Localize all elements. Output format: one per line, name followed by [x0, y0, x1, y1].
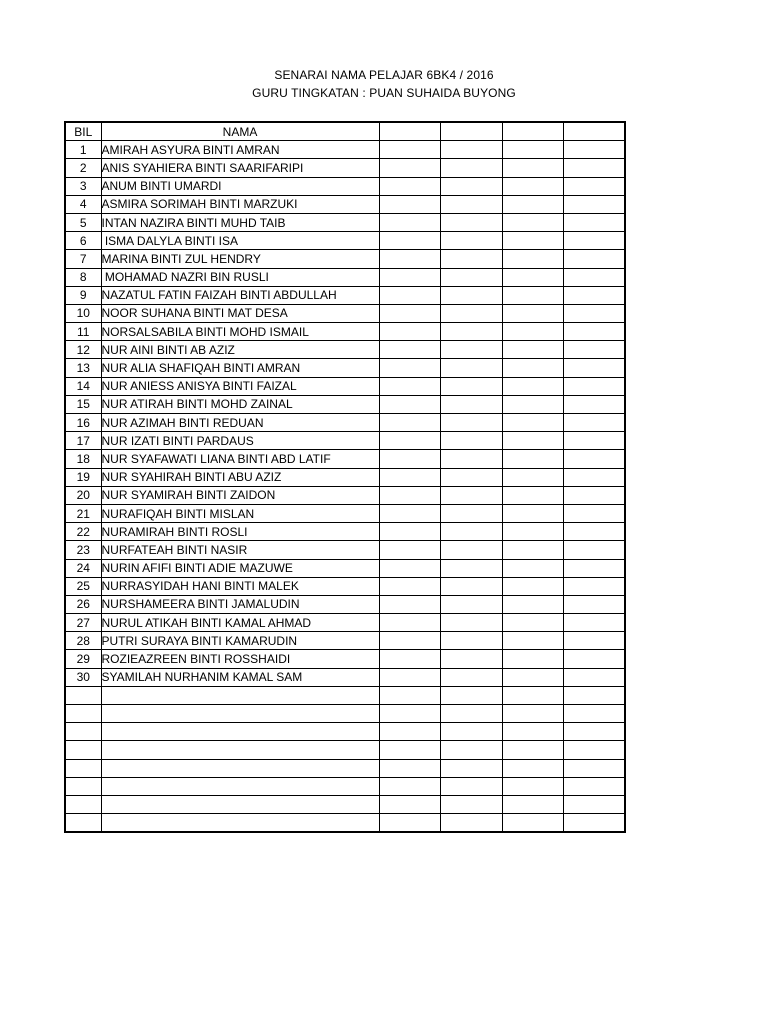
table-row	[65, 486, 625, 504]
table-row	[65, 595, 625, 613]
blank-cell	[564, 213, 626, 231]
student-name: NURAFIQAH BINTI MISLAN	[101, 504, 379, 522]
blank-cell	[502, 232, 564, 250]
blank-cell	[564, 723, 626, 741]
blank-cell	[441, 814, 503, 833]
row-number	[65, 795, 101, 813]
row-number: 11	[65, 323, 101, 341]
blank-cell	[379, 577, 441, 595]
student-name: NAZATUL FATIN FAIZAH BINTI ABDULLAH	[101, 286, 379, 304]
row-number: 10	[65, 304, 101, 322]
blank-cell	[379, 395, 441, 413]
table-row	[65, 268, 625, 286]
blank-cell	[379, 159, 441, 177]
blank-cell	[441, 250, 503, 268]
blank-cell	[564, 795, 626, 813]
blank-cell	[564, 159, 626, 177]
table-row	[65, 777, 625, 795]
row-number: 15	[65, 395, 101, 413]
blank-cell	[502, 486, 564, 504]
student-name: MARINA BINTI ZUL HENDRY	[101, 250, 379, 268]
student-name: MOHAMAD NAZRI BIN RUSLI	[101, 268, 379, 286]
blank-cell	[379, 723, 441, 741]
table-row	[65, 795, 625, 813]
blank-cell	[564, 668, 626, 686]
blank-cell	[441, 159, 503, 177]
blank-cell	[441, 668, 503, 686]
row-number	[65, 723, 101, 741]
blank-cell	[564, 250, 626, 268]
blank-cell	[379, 650, 441, 668]
blank-cell	[564, 686, 626, 704]
blank-cell	[379, 450, 441, 468]
class-teacher-line: GURU TINGKATAN : PUAN SUHAIDA BUYONG	[252, 86, 516, 100]
blank-cell	[441, 377, 503, 395]
row-number	[65, 705, 101, 723]
blank-cell	[441, 395, 503, 413]
blank-cell	[502, 395, 564, 413]
blank-cell	[502, 432, 564, 450]
student-name: NURRASYIDAH HANI BINTI MALEK	[101, 577, 379, 595]
table-row	[65, 632, 625, 650]
row-number: 24	[65, 559, 101, 577]
blank-cell	[564, 195, 626, 213]
table-row	[65, 141, 625, 159]
blank-cell	[502, 705, 564, 723]
table-row	[65, 432, 625, 450]
blank-cell	[379, 432, 441, 450]
blank-cell	[502, 341, 564, 359]
blank-cell	[379, 705, 441, 723]
blank-cell	[441, 341, 503, 359]
blank-cell	[379, 595, 441, 613]
blank-cell	[441, 213, 503, 231]
student-name: NURIN AFIFI BINTI ADIE MAZUWE	[101, 559, 379, 577]
column-header-blank	[564, 122, 626, 141]
table-row	[65, 468, 625, 486]
student-name: ASMIRA SORIMAH BINTI MARZUKI	[101, 195, 379, 213]
row-number: 5	[65, 213, 101, 231]
row-number: 28	[65, 632, 101, 650]
blank-cell	[379, 177, 441, 195]
table-header-row	[65, 122, 625, 141]
blank-cell	[564, 741, 626, 759]
row-number: 18	[65, 450, 101, 468]
blank-cell	[564, 595, 626, 613]
blank-cell	[502, 595, 564, 613]
row-number: 3	[65, 177, 101, 195]
blank-cell	[502, 450, 564, 468]
row-number	[65, 686, 101, 704]
blank-cell	[502, 795, 564, 813]
blank-cell	[564, 323, 626, 341]
student-name	[101, 723, 379, 741]
blank-cell	[441, 232, 503, 250]
blank-cell	[441, 286, 503, 304]
blank-cell	[441, 632, 503, 650]
student-name	[101, 814, 379, 833]
student-name: NUR SYAMIRAH BINTI ZAIDON	[101, 486, 379, 504]
blank-cell	[564, 468, 626, 486]
table-row	[65, 377, 625, 395]
student-list-table	[64, 121, 626, 833]
blank-cell	[502, 668, 564, 686]
blank-cell	[502, 504, 564, 522]
row-number: 26	[65, 595, 101, 613]
blank-cell	[379, 541, 441, 559]
blank-cell	[564, 559, 626, 577]
blank-cell	[441, 559, 503, 577]
blank-cell	[564, 432, 626, 450]
blank-cell	[502, 323, 564, 341]
student-name: NURAMIRAH BINTI ROSLI	[101, 523, 379, 541]
column-header-blank	[379, 122, 441, 141]
blank-cell	[379, 632, 441, 650]
blank-cell	[564, 523, 626, 541]
table-row	[65, 395, 625, 413]
blank-cell	[379, 323, 441, 341]
table-row	[65, 304, 625, 322]
blank-cell	[441, 741, 503, 759]
row-number: 13	[65, 359, 101, 377]
blank-cell	[564, 614, 626, 632]
blank-cell	[379, 304, 441, 322]
row-number: 14	[65, 377, 101, 395]
blank-cell	[379, 377, 441, 395]
blank-cell	[564, 814, 626, 833]
student-name: NUR AZIMAH BINTI REDUAN	[101, 414, 379, 432]
blank-cell	[564, 232, 626, 250]
student-name: NUR ATIRAH BINTI MOHD ZAINAL	[101, 395, 379, 413]
blank-cell	[564, 486, 626, 504]
table-row	[65, 686, 625, 704]
blank-cell	[379, 250, 441, 268]
blank-cell	[441, 432, 503, 450]
blank-cell	[441, 795, 503, 813]
row-number: 20	[65, 486, 101, 504]
blank-cell	[379, 195, 441, 213]
student-name	[101, 759, 379, 777]
student-name	[101, 686, 379, 704]
blank-cell	[502, 559, 564, 577]
row-number: 23	[65, 541, 101, 559]
blank-cell	[564, 377, 626, 395]
blank-cell	[502, 650, 564, 668]
blank-cell	[564, 541, 626, 559]
blank-cell	[564, 341, 626, 359]
blank-cell	[502, 286, 564, 304]
row-number	[65, 741, 101, 759]
blank-cell	[564, 504, 626, 522]
row-number: 2	[65, 159, 101, 177]
blank-cell	[379, 414, 441, 432]
table-body	[65, 141, 625, 833]
table-row	[65, 559, 625, 577]
blank-cell	[379, 686, 441, 704]
blank-cell	[441, 414, 503, 432]
blank-cell	[564, 650, 626, 668]
blank-cell	[502, 268, 564, 286]
table-row	[65, 705, 625, 723]
blank-cell	[379, 523, 441, 541]
blank-cell	[441, 486, 503, 504]
blank-cell	[564, 777, 626, 795]
row-number: 16	[65, 414, 101, 432]
blank-cell	[379, 559, 441, 577]
student-name: SYAMILAH NURHANIM KAMAL SAM	[101, 668, 379, 686]
student-name: ISMA DALYLA BINTI ISA	[101, 232, 379, 250]
table-row	[65, 286, 625, 304]
table-row	[65, 523, 625, 541]
column-header-blank	[502, 122, 564, 141]
blank-cell	[564, 304, 626, 322]
table-row	[65, 759, 625, 777]
blank-cell	[502, 159, 564, 177]
student-name: ANUM BINTI UMARDI	[101, 177, 379, 195]
blank-cell	[564, 359, 626, 377]
blank-cell	[502, 377, 564, 395]
blank-cell	[441, 541, 503, 559]
blank-cell	[502, 741, 564, 759]
blank-cell	[564, 141, 626, 159]
column-header-blank	[441, 122, 503, 141]
student-name: PUTRI SURAYA BINTI KAMARUDIN	[101, 632, 379, 650]
blank-cell	[441, 304, 503, 322]
row-number: 7	[65, 250, 101, 268]
table-row	[65, 668, 625, 686]
table-row	[65, 741, 625, 759]
blank-cell	[441, 650, 503, 668]
student-name: NURUL ATIKAH BINTI KAMAL AHMAD	[101, 614, 379, 632]
blank-cell	[502, 632, 564, 650]
table-row	[65, 250, 625, 268]
table-row	[65, 614, 625, 632]
blank-cell	[564, 286, 626, 304]
table-row	[65, 723, 625, 741]
row-number: 19	[65, 468, 101, 486]
student-name: NOOR SUHANA BINTI MAT DESA	[101, 304, 379, 322]
blank-cell	[564, 414, 626, 432]
row-number: 12	[65, 341, 101, 359]
row-number	[65, 759, 101, 777]
student-name: NUR ALIA SHAFIQAH BINTI AMRAN	[101, 359, 379, 377]
table-row	[65, 323, 625, 341]
blank-cell	[441, 614, 503, 632]
row-number: 1	[65, 141, 101, 159]
table-row	[65, 159, 625, 177]
blank-cell	[379, 468, 441, 486]
blank-cell	[441, 195, 503, 213]
row-number: 30	[65, 668, 101, 686]
table-row	[65, 650, 625, 668]
blank-cell	[379, 486, 441, 504]
blank-cell	[441, 177, 503, 195]
row-number: 27	[65, 614, 101, 632]
student-name	[101, 795, 379, 813]
student-name: NUR SYAFAWATI LIANA BINTI ABD LATIF	[101, 450, 379, 468]
blank-cell	[564, 759, 626, 777]
table-row	[65, 195, 625, 213]
blank-cell	[441, 759, 503, 777]
column-header-nama: NAMA	[101, 122, 379, 141]
blank-cell	[379, 268, 441, 286]
student-name: NUR ANIESS ANISYA BINTI FAIZAL	[101, 377, 379, 395]
row-number: 21	[65, 504, 101, 522]
row-number	[65, 777, 101, 795]
blank-cell	[502, 250, 564, 268]
student-name: ROZIEAZREEN BINTI ROSSHAIDI	[101, 650, 379, 668]
blank-cell	[502, 814, 564, 833]
blank-cell	[379, 759, 441, 777]
blank-cell	[441, 141, 503, 159]
blank-cell	[564, 395, 626, 413]
blank-cell	[441, 504, 503, 522]
row-number: 9	[65, 286, 101, 304]
blank-cell	[379, 614, 441, 632]
table-row	[65, 577, 625, 595]
blank-cell	[502, 541, 564, 559]
blank-cell	[564, 268, 626, 286]
student-name: ANIS SYAHIERA BINTI SAARIFARIPI	[101, 159, 379, 177]
blank-cell	[379, 741, 441, 759]
row-number: 8	[65, 268, 101, 286]
blank-cell	[441, 268, 503, 286]
blank-cell	[502, 723, 564, 741]
table-row	[65, 814, 625, 833]
column-header-bil: BIL	[65, 122, 101, 141]
blank-cell	[502, 759, 564, 777]
blank-cell	[502, 359, 564, 377]
student-name: NORSALSABILA BINTI MOHD ISMAIL	[101, 323, 379, 341]
blank-cell	[379, 359, 441, 377]
blank-cell	[564, 450, 626, 468]
blank-cell	[441, 450, 503, 468]
student-name: INTAN NAZIRA BINTI MUHD TAIB	[101, 213, 379, 231]
blank-cell	[502, 195, 564, 213]
blank-cell	[379, 504, 441, 522]
blank-cell	[441, 323, 503, 341]
blank-cell	[379, 814, 441, 833]
blank-cell	[441, 686, 503, 704]
blank-cell	[379, 777, 441, 795]
student-name: NUR AINI BINTI AB AZIZ	[101, 341, 379, 359]
blank-cell	[379, 341, 441, 359]
table-row	[65, 414, 625, 432]
row-number	[65, 814, 101, 833]
blank-cell	[502, 213, 564, 231]
student-name: NUR IZATI BINTI PARDAUS	[101, 432, 379, 450]
blank-cell	[379, 232, 441, 250]
blank-cell	[441, 577, 503, 595]
row-number: 6	[65, 232, 101, 250]
blank-cell	[441, 705, 503, 723]
student-name	[101, 705, 379, 723]
blank-cell	[502, 777, 564, 795]
blank-cell	[502, 414, 564, 432]
row-number: 17	[65, 432, 101, 450]
student-name	[101, 741, 379, 759]
student-name: NURFATEAH BINTI NASIR	[101, 541, 379, 559]
blank-cell	[441, 523, 503, 541]
table-row	[65, 341, 625, 359]
blank-cell	[379, 668, 441, 686]
blank-cell	[379, 795, 441, 813]
table-row	[65, 504, 625, 522]
student-name: NUR SYAHIRAH BINTI ABU AZIZ	[101, 468, 379, 486]
row-number: 29	[65, 650, 101, 668]
row-number: 22	[65, 523, 101, 541]
blank-cell	[441, 359, 503, 377]
student-name: AMIRAH ASYURA BINTI AMRAN	[101, 141, 379, 159]
blank-cell	[502, 686, 564, 704]
blank-cell	[564, 177, 626, 195]
blank-cell	[502, 177, 564, 195]
blank-cell	[502, 468, 564, 486]
student-name	[101, 777, 379, 795]
row-number: 4	[65, 195, 101, 213]
table-row	[65, 359, 625, 377]
blank-cell	[502, 614, 564, 632]
blank-cell	[379, 286, 441, 304]
blank-cell	[441, 595, 503, 613]
blank-cell	[441, 777, 503, 795]
blank-cell	[441, 468, 503, 486]
blank-cell	[502, 523, 564, 541]
blank-cell	[502, 577, 564, 595]
blank-cell	[379, 213, 441, 231]
blank-cell	[564, 577, 626, 595]
blank-cell	[564, 632, 626, 650]
table-row	[65, 177, 625, 195]
blank-cell	[564, 705, 626, 723]
blank-cell	[441, 723, 503, 741]
list-title: SENARAI NAMA PELAJAR 6BK4 / 2016	[274, 68, 494, 82]
table-row	[65, 450, 625, 468]
row-number: 25	[65, 577, 101, 595]
blank-cell	[502, 141, 564, 159]
blank-cell	[502, 304, 564, 322]
student-name: NURSHAMEERA BINTI JAMALUDIN	[101, 595, 379, 613]
table-row	[65, 213, 625, 231]
table-row	[65, 541, 625, 559]
blank-cell	[379, 141, 441, 159]
table-row	[65, 232, 625, 250]
